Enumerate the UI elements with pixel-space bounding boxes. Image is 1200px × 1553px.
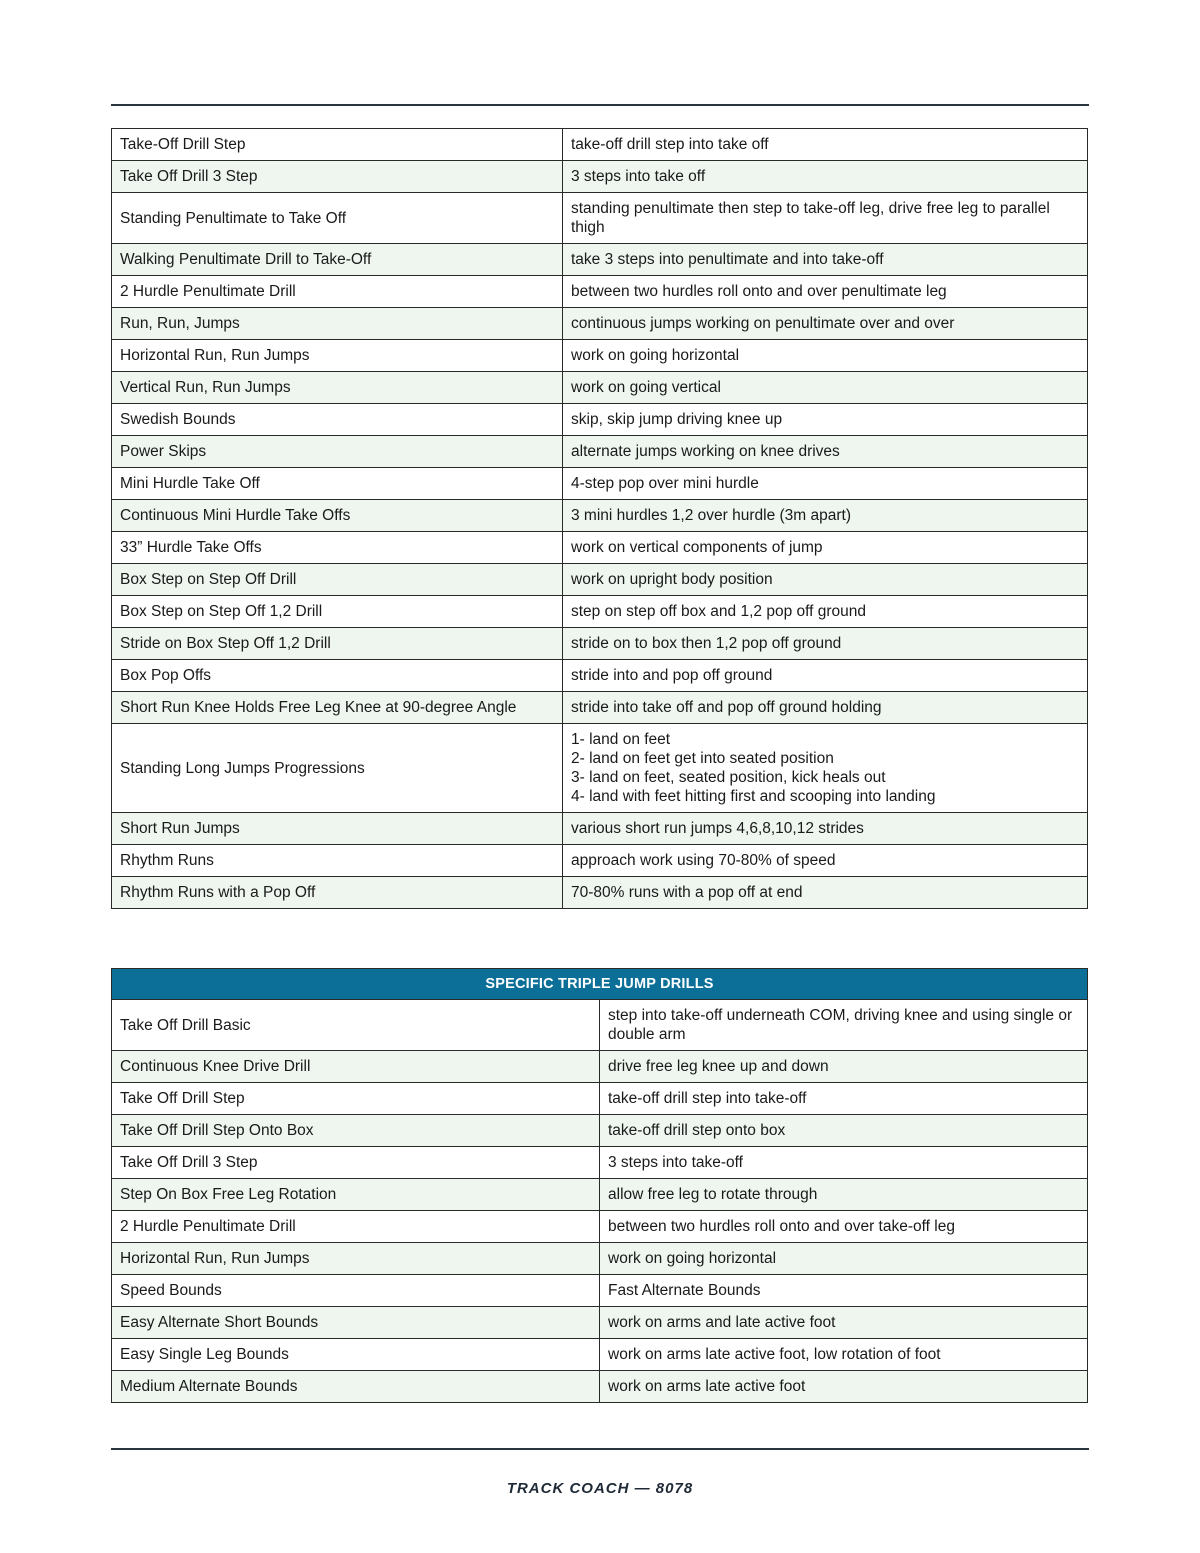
drill-name-cell: Box Step on Step Off 1,2 Drill: [112, 596, 563, 628]
table-row: [112, 1051, 1088, 1083]
drill-name-cell: Rhythm Runs with a Pop Off: [112, 877, 563, 909]
table-row: [112, 660, 1088, 692]
drill-description-cell: alternate jumps working on knee drives: [563, 436, 1088, 468]
drill-name-cell: Standing Penultimate to Take Off: [112, 193, 563, 244]
drill-name-cell: Easy Alternate Short Bounds: [112, 1307, 600, 1339]
drill-description-cell: work on arms late active foot: [600, 1371, 1088, 1403]
drill-name-cell: Take Off Drill Step: [112, 1083, 600, 1115]
table-row: [112, 813, 1088, 845]
drill-name-cell: Standing Long Jumps Progressions: [112, 724, 563, 813]
drill-name-cell: Mini Hurdle Take Off: [112, 468, 563, 500]
drill-description-cell: work on upright body position: [563, 564, 1088, 596]
table-row: [112, 877, 1088, 909]
triple-jump-drills-table: [111, 968, 1088, 1403]
drill-name-cell: Take Off Drill 3 Step: [112, 1147, 600, 1179]
drill-description-cell: work on arms and late active foot: [600, 1307, 1088, 1339]
drill-description-cell: standing penultimate then step to take-off leg, drive free leg to parallel thigh: [563, 193, 1088, 244]
drill-description-cell: skip, skip jump driving knee up: [563, 404, 1088, 436]
table-row: [112, 532, 1088, 564]
table-row: [112, 1371, 1088, 1403]
table-row: [112, 1211, 1088, 1243]
table-row: [112, 1147, 1088, 1179]
drill-name-cell: Easy Single Leg Bounds: [112, 1339, 600, 1371]
table-row: [112, 193, 1088, 244]
table-row: [112, 276, 1088, 308]
drill-description-cell: 3 mini hurdles 1,2 over hurdle (3m apart): [563, 500, 1088, 532]
drill-description-cell: stride into take off and pop off ground holding: [563, 692, 1088, 724]
table-row: [112, 692, 1088, 724]
table-row: [112, 1179, 1088, 1211]
drill-description-cell: drive free leg knee up and down: [600, 1051, 1088, 1083]
drill-description-cell: various short run jumps 4,6,8,10,12 strides: [563, 813, 1088, 845]
drill-description-cell: work on arms late active foot, low rotation of foot: [600, 1339, 1088, 1371]
drill-description-cell: step into take-off underneath COM, driving knee and using single or double arm: [600, 1000, 1088, 1051]
drill-name-cell: Short Run Jumps: [112, 813, 563, 845]
table-row: [112, 1275, 1088, 1307]
table-row: [112, 372, 1088, 404]
bottom-rule: [111, 1448, 1089, 1450]
drill-description-cell: between two hurdles roll onto and over penultimate leg: [563, 276, 1088, 308]
drill-name-cell: Medium Alternate Bounds: [112, 1371, 600, 1403]
drill-description-cell: continuous jumps working on penultimate over and over: [563, 308, 1088, 340]
drill-description-cell: 1- land on feet 2- land on feet get into seated position 3- land on feet, seated position, kick heals out 4- land with feet hitting first and scooping into landing: [563, 724, 1088, 813]
table-row: [112, 564, 1088, 596]
table-row: [112, 468, 1088, 500]
drill-name-cell: Run, Run, Jumps: [112, 308, 563, 340]
drill-name-cell: 2 Hurdle Penultimate Drill: [112, 1211, 600, 1243]
drill-name-cell: Swedish Bounds: [112, 404, 563, 436]
drill-name-cell: Continuous Mini Hurdle Take Offs: [112, 500, 563, 532]
drill-name-cell: Speed Bounds: [112, 1275, 600, 1307]
drill-name-cell: 33” Hurdle Take Offs: [112, 532, 563, 564]
drill-name-cell: Horizontal Run, Run Jumps: [112, 340, 563, 372]
drill-name-cell: Vertical Run, Run Jumps: [112, 372, 563, 404]
drill-name-cell: Take Off Drill Basic: [112, 1000, 600, 1051]
table-row: [112, 1115, 1088, 1147]
drill-name-cell: Take Off Drill Step Onto Box: [112, 1115, 600, 1147]
drill-description-cell: work on going horizontal: [600, 1243, 1088, 1275]
drill-description-cell: work on vertical components of jump: [563, 532, 1088, 564]
drill-name-cell: Box Step on Step Off Drill: [112, 564, 563, 596]
page-footer: TRACK COACH — 8078: [506, 1480, 694, 1497]
drill-description-cell: work on going vertical: [563, 372, 1088, 404]
drill-description-cell: 3 steps into take-off: [600, 1147, 1088, 1179]
table-row: [112, 1307, 1088, 1339]
drill-name-cell: Horizontal Run, Run Jumps: [112, 1243, 600, 1275]
drill-description-cell: Fast Alternate Bounds: [600, 1275, 1088, 1307]
drill-description-cell: step on step off box and 1,2 pop off ground: [563, 596, 1088, 628]
table-row: [112, 244, 1088, 276]
drill-description-cell: work on going horizontal: [563, 340, 1088, 372]
drill-description-cell: approach work using 70-80% of speed: [563, 845, 1088, 877]
drill-name-cell: 2 Hurdle Penultimate Drill: [112, 276, 563, 308]
drill-name-cell: Stride on Box Step Off 1,2 Drill: [112, 628, 563, 660]
table-row: [112, 1243, 1088, 1275]
drill-description-cell: take 3 steps into penultimate and into take-off: [563, 244, 1088, 276]
table-row: [112, 500, 1088, 532]
drill-name-cell: Power Skips: [112, 436, 563, 468]
table-row: [112, 596, 1088, 628]
drill-description-cell: take-off drill step into take off: [563, 129, 1088, 161]
drill-description-cell: take-off drill step onto box: [600, 1115, 1088, 1147]
drill-name-cell: Continuous Knee Drive Drill: [112, 1051, 600, 1083]
table-row: [112, 436, 1088, 468]
table-row: [112, 724, 1088, 813]
drill-description-cell: 3 steps into take off: [563, 161, 1088, 193]
table-row: [112, 1083, 1088, 1115]
drill-name-cell: Step On Box Free Leg Rotation: [112, 1179, 600, 1211]
drills-table: [111, 128, 1088, 909]
table-row: [112, 628, 1088, 660]
drill-description-cell: between two hurdles roll onto and over take-off leg: [600, 1211, 1088, 1243]
table-header-row: [112, 969, 1088, 1000]
drill-name-cell: Short Run Knee Holds Free Leg Knee at 90-degree Angle: [112, 692, 563, 724]
drill-description-cell: stride on to box then 1,2 pop off ground: [563, 628, 1088, 660]
drill-name-cell: Take Off Drill 3 Step: [112, 161, 563, 193]
table-row: [112, 161, 1088, 193]
drill-description-cell: take-off drill step into take-off: [600, 1083, 1088, 1115]
drill-description-cell: 70-80% runs with a pop off at end: [563, 877, 1088, 909]
drill-description-cell: allow free leg to rotate through: [600, 1179, 1088, 1211]
table-row: [112, 1339, 1088, 1371]
drill-name-cell: Walking Penultimate Drill to Take-Off: [112, 244, 563, 276]
top-rule: [111, 104, 1089, 106]
table-row: [112, 129, 1088, 161]
table-row: [112, 340, 1088, 372]
table-row: [112, 308, 1088, 340]
drill-description-cell: 4-step pop over mini hurdle: [563, 468, 1088, 500]
table-row: [112, 1000, 1088, 1051]
table-row: [112, 845, 1088, 877]
table-row: [112, 404, 1088, 436]
drill-name-cell: Rhythm Runs: [112, 845, 563, 877]
drill-name-cell: Box Pop Offs: [112, 660, 563, 692]
section-title: SPECIFIC TRIPLE JUMP DRILLS: [112, 969, 1088, 1000]
drill-description-cell: stride into and pop off ground: [563, 660, 1088, 692]
drill-name-cell: Take-Off Drill Step: [112, 129, 563, 161]
